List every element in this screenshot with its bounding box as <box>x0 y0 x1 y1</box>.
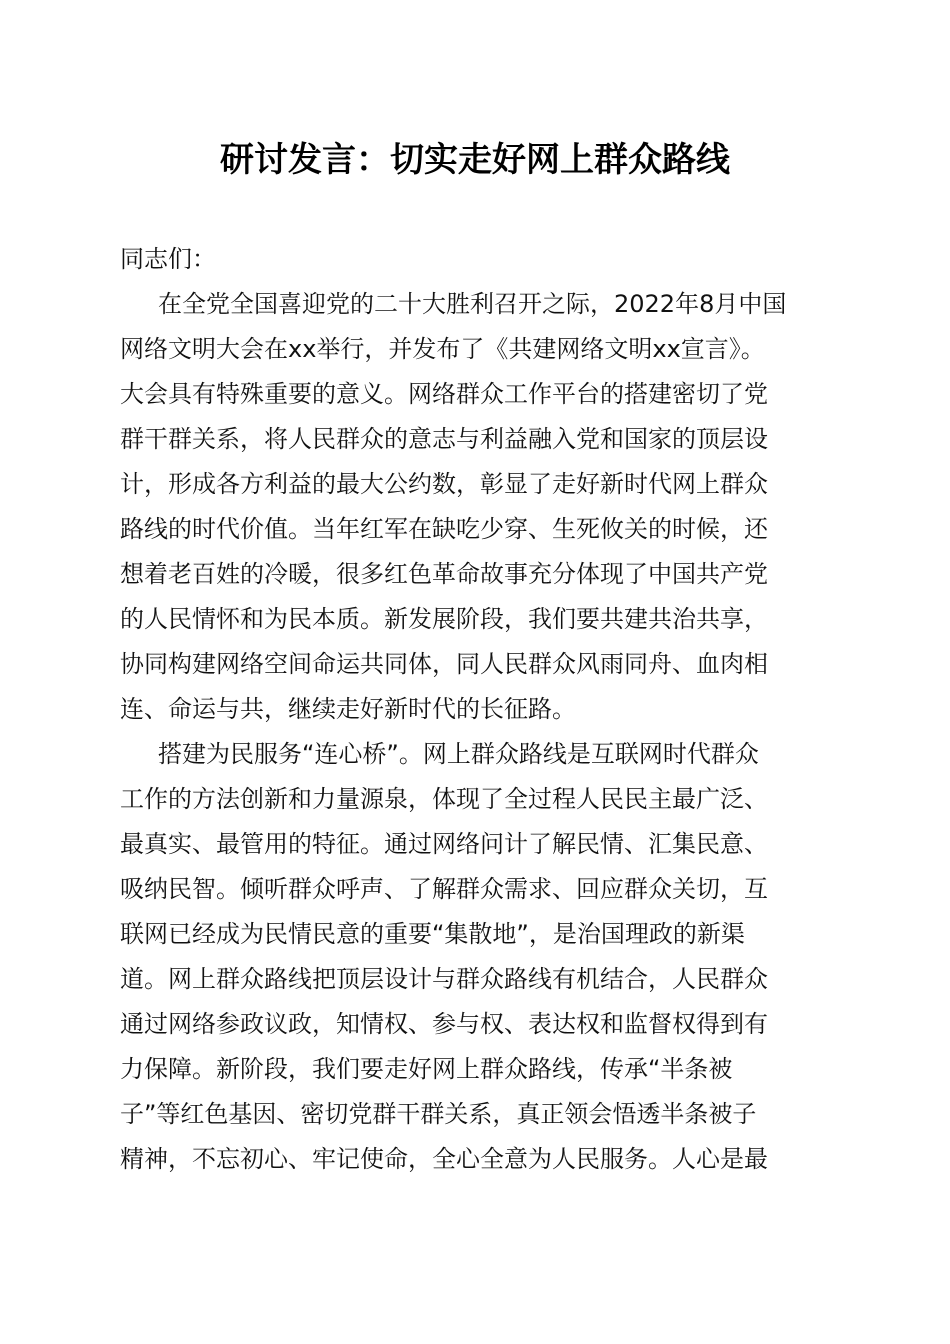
paragraph-line: 子”等红色基因、密切党群干群关系，真正领会悟透半条被子 <box>120 1100 757 1128</box>
paragraph-line: 道。网上群众路线把顶层设计与群众路线有机结合，人民群众 <box>120 965 768 993</box>
paragraph-line: 精神，不忘初心、牢记使命，全心全意为人民服务。人心是最 <box>120 1145 768 1173</box>
paragraph-line: 群干群关系，将人民群众的意志与利益融入党和国家的顶层设 <box>120 425 768 453</box>
paragraph-line: 的人民情怀和为民本质。新发展阶段，我们要共建共治共享， <box>120 605 768 633</box>
paragraph-1 <box>120 282 840 732</box>
paragraph-line: 在全党全国喜迎党的二十大胜利召开之际，2022年8月中国 <box>158 290 787 318</box>
paragraph-line: 最真实、最管用的特征。通过网络问计了解民情、汇集民意、 <box>120 830 768 858</box>
paragraph-line: 吸纳民智。倾听群众呼声、了解群众需求、回应群众关切，互 <box>120 875 768 903</box>
paragraph-line: 通过网络参政议政，知情权、参与权、表达权和监督权得到有 <box>120 1010 768 1038</box>
document-title: 研讨发言：切实走好网上群众路线 <box>220 140 730 180</box>
paragraph-line: 力保障。新阶段，我们要走好网上群众路线，传承“半条被 <box>120 1055 733 1083</box>
paragraph-line: 路线的时代价值。当年红军在缺吃少穿、生死攸关的时候，还 <box>120 515 768 543</box>
paragraph-line: 连、命运与共，继续走好新时代的长征路。 <box>120 695 576 723</box>
paragraph-2 <box>120 732 840 1182</box>
paragraph-line: 计，形成各方利益的最大公约数，彰显了走好新时代网上群众 <box>120 470 768 498</box>
paragraph-line: 网络文明大会在xx举行，并发布了《共建网络文明xx宣言》。 <box>120 335 765 363</box>
document-body <box>120 237 840 1182</box>
salutation: 同志们： <box>120 245 216 273</box>
paragraph-line: 大会具有特殊重要的意义。网络群众工作平台的搭建密切了党 <box>120 380 768 408</box>
paragraph-line: 工作的方法创新和力量源泉，体现了全过程人民民主最广泛、 <box>120 785 768 813</box>
paragraph-line: 搭建为民服务“连心桥”。网上群众路线是互联网时代群众 <box>158 740 759 768</box>
paragraph-line: 联网已经成为民情民意的重要“集散地”，是治国理政的新渠 <box>120 920 745 948</box>
paragraph-line: 协同构建网络空间命运共同体，同人民群众风雨同舟、血肉相 <box>120 650 768 678</box>
paragraph-line: 想着老百姓的冷暖，很多红色革命故事充分体现了中国共产党 <box>120 560 768 588</box>
